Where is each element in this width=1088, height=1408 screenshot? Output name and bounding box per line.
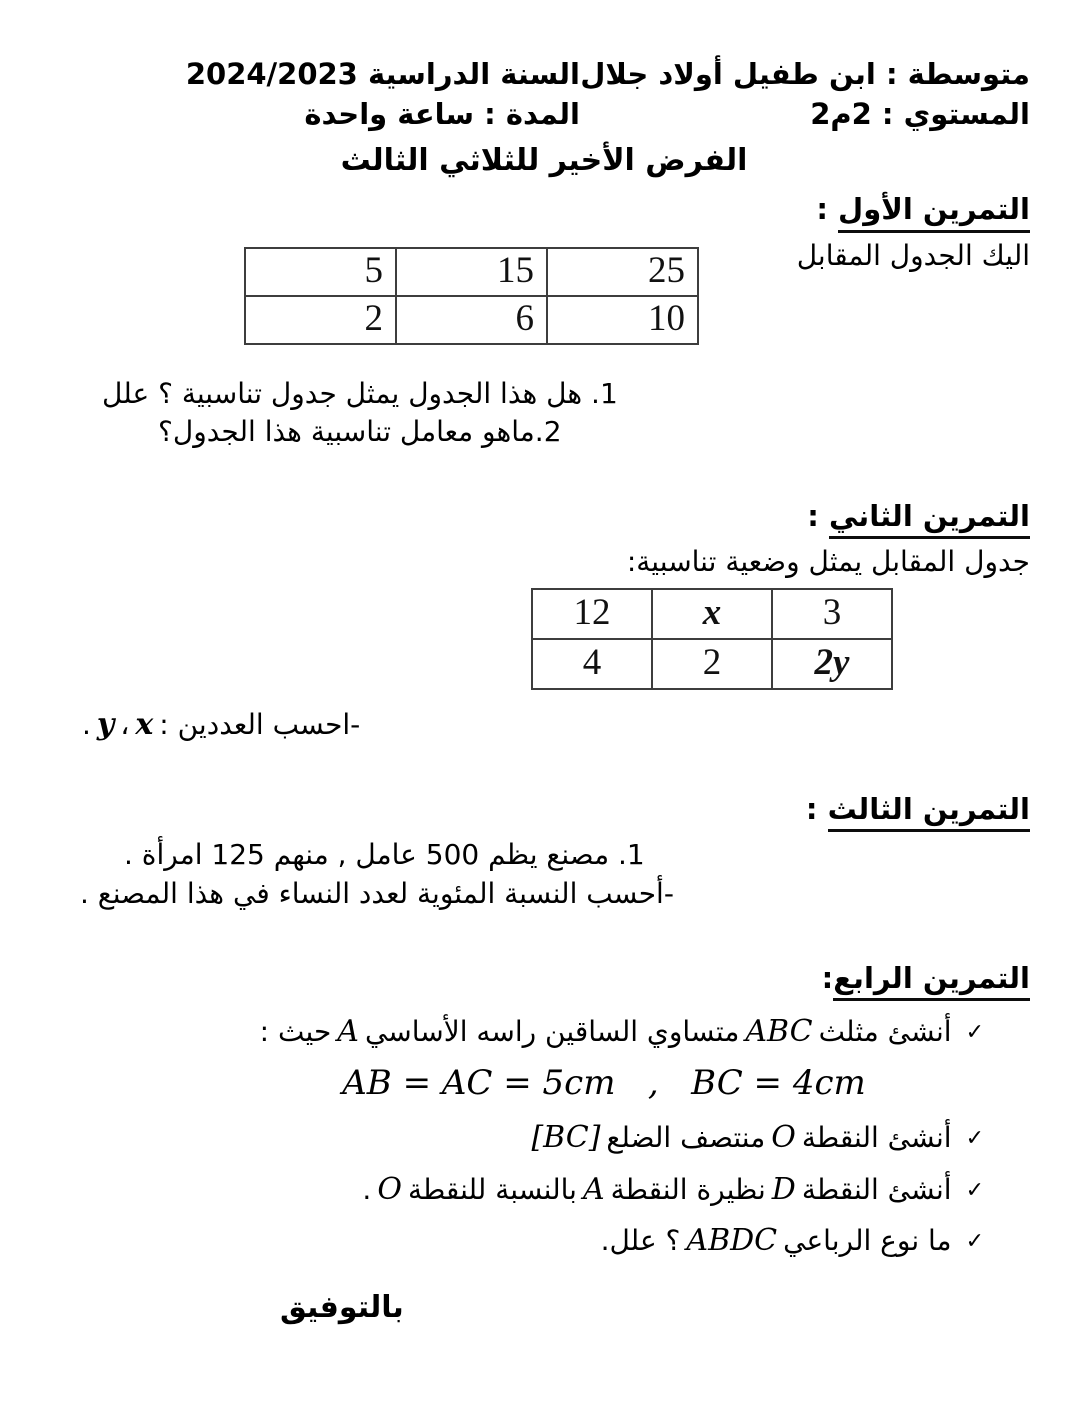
construction-step-1 <box>58 1011 1030 1052</box>
table-cell: 10 <box>547 296 698 344</box>
duration: المدة : ساعة واحدة <box>304 97 580 132</box>
step3-text: . <box>362 1172 372 1206</box>
step2-text: أنشئ النقطة <box>801 1121 952 1155</box>
math-A: A <box>582 1171 605 1207</box>
exercise2-heading-text: التمرين الثاني <box>829 498 1030 539</box>
math-segment-BC: [BC] <box>531 1120 601 1156</box>
exercise1-body <box>58 237 1030 345</box>
exercise3-statement: 1. مصنع يظم 500 عامل , منهم 125 امرأة . <box>124 838 645 872</box>
table-cell: 5 <box>245 248 396 296</box>
exercise1-heading-colon: : <box>816 192 839 227</box>
question-2: 2.ماهو معامل تناسبية هذا الجدول؟ <box>158 415 562 449</box>
task-label: -احسب العددين : <box>159 707 361 741</box>
math-A: A <box>337 1013 359 1049</box>
exercise4-heading-text: التمرين الرابع <box>833 960 1030 1001</box>
math-O: O <box>771 1120 796 1156</box>
math-ABC: ABC <box>745 1013 813 1049</box>
exercise4-heading <box>58 958 1030 1001</box>
table-cell: 25 <box>547 248 698 296</box>
proportion-table-2 <box>531 588 893 690</box>
exercise1-heading <box>58 189 1030 232</box>
exam-header <box>58 54 1030 134</box>
table-cell: 2 <box>245 296 396 344</box>
proportion-table-1 <box>244 247 699 345</box>
step2-text: منتصف الضلع <box>606 1121 766 1155</box>
step3-text: أنشئ النقطة <box>801 1172 952 1206</box>
measurements-formula: AB = AC = 5cm , BC = 4cm <box>342 1063 866 1104</box>
academic-year: السنة الدراسية 2024/2023 <box>185 57 580 91</box>
exercise3-heading-text: التمرين الثالث <box>828 791 1030 832</box>
construction-step-3 <box>58 1169 1030 1210</box>
table-cell: 2 <box>652 639 772 689</box>
question-1: 1. هل هذا الجدول يمثل جدول تناسبية ؟ علل <box>102 376 618 410</box>
exercise4-heading-colon: : <box>821 960 834 995</box>
table2-wrapper <box>531 588 893 690</box>
variable-y: y <box>833 642 850 684</box>
table-cell <box>772 639 892 689</box>
check-icon: ✓ <box>965 1126 984 1152</box>
variable-y: 2 <box>814 642 834 684</box>
step1-text: متساوي الساقين راسه الأساسي <box>364 1014 740 1048</box>
math-y: y <box>96 706 115 742</box>
exercise1-intro: اليك الجدول المقابل <box>796 238 1030 272</box>
check-icon: ✓ <box>965 1177 984 1203</box>
exercise2-heading-colon: : <box>807 498 829 533</box>
step1-text: أنشئ مثلث <box>818 1014 952 1048</box>
table-cell: 3 <box>772 589 892 639</box>
table1-wrapper <box>244 247 699 345</box>
check-icon: ✓ <box>965 1229 984 1255</box>
variable-x: x <box>702 592 722 634</box>
level: المستوي : 2م2 <box>810 97 1030 132</box>
table-cell: 12 <box>532 589 652 639</box>
exercise4-tasks <box>58 1011 1030 1261</box>
arabic-comma: ، <box>120 707 130 741</box>
step1-text: حيث : <box>259 1014 332 1048</box>
table-row <box>245 296 698 344</box>
exercise2-heading <box>58 496 1030 539</box>
exercise3-heading <box>58 789 1030 832</box>
exercise3-task: -أحسب النسبة المئوية لعدد النساء في هذا المصنع . <box>80 877 674 911</box>
exercise2-intro: جدول المقابل يمثل وضعية تناسبية: <box>626 545 1030 579</box>
step3-text: نظيرة النقطة <box>610 1172 766 1206</box>
exercise3-heading-colon: : <box>805 792 828 827</box>
table-row <box>245 248 698 296</box>
table-cell <box>652 589 772 639</box>
table-cell: 6 <box>396 296 547 344</box>
construction-step-4 <box>58 1220 1030 1261</box>
math-D: D <box>771 1171 796 1207</box>
table-cell: 15 <box>396 248 547 296</box>
step4-text: ؟ علل. <box>600 1224 681 1258</box>
school-name: متوسطة : ابن طفيل أولاد جلال <box>580 57 1030 91</box>
exercise2-task <box>58 704 1030 745</box>
table-row <box>532 589 892 639</box>
construction-step-2 <box>58 1117 1030 1158</box>
math-O: O <box>377 1171 402 1207</box>
check-icon: ✓ <box>965 1019 984 1045</box>
table-cell: 4 <box>532 639 652 689</box>
exam-title: الفرض الأخير للثلاثي الثالث <box>340 143 748 179</box>
math-ABDC: ABDC <box>686 1223 778 1259</box>
table-row <box>532 639 892 689</box>
math-x: x <box>135 706 154 742</box>
step3-text: بالنسبة للنقطة <box>407 1172 577 1206</box>
good-luck-note: بالتوفيق <box>280 1290 404 1326</box>
step4-text: ما نوع الرباعي <box>783 1224 952 1258</box>
exercise1-heading-text: التمرين الأول <box>838 191 1030 232</box>
period: . <box>82 707 91 741</box>
